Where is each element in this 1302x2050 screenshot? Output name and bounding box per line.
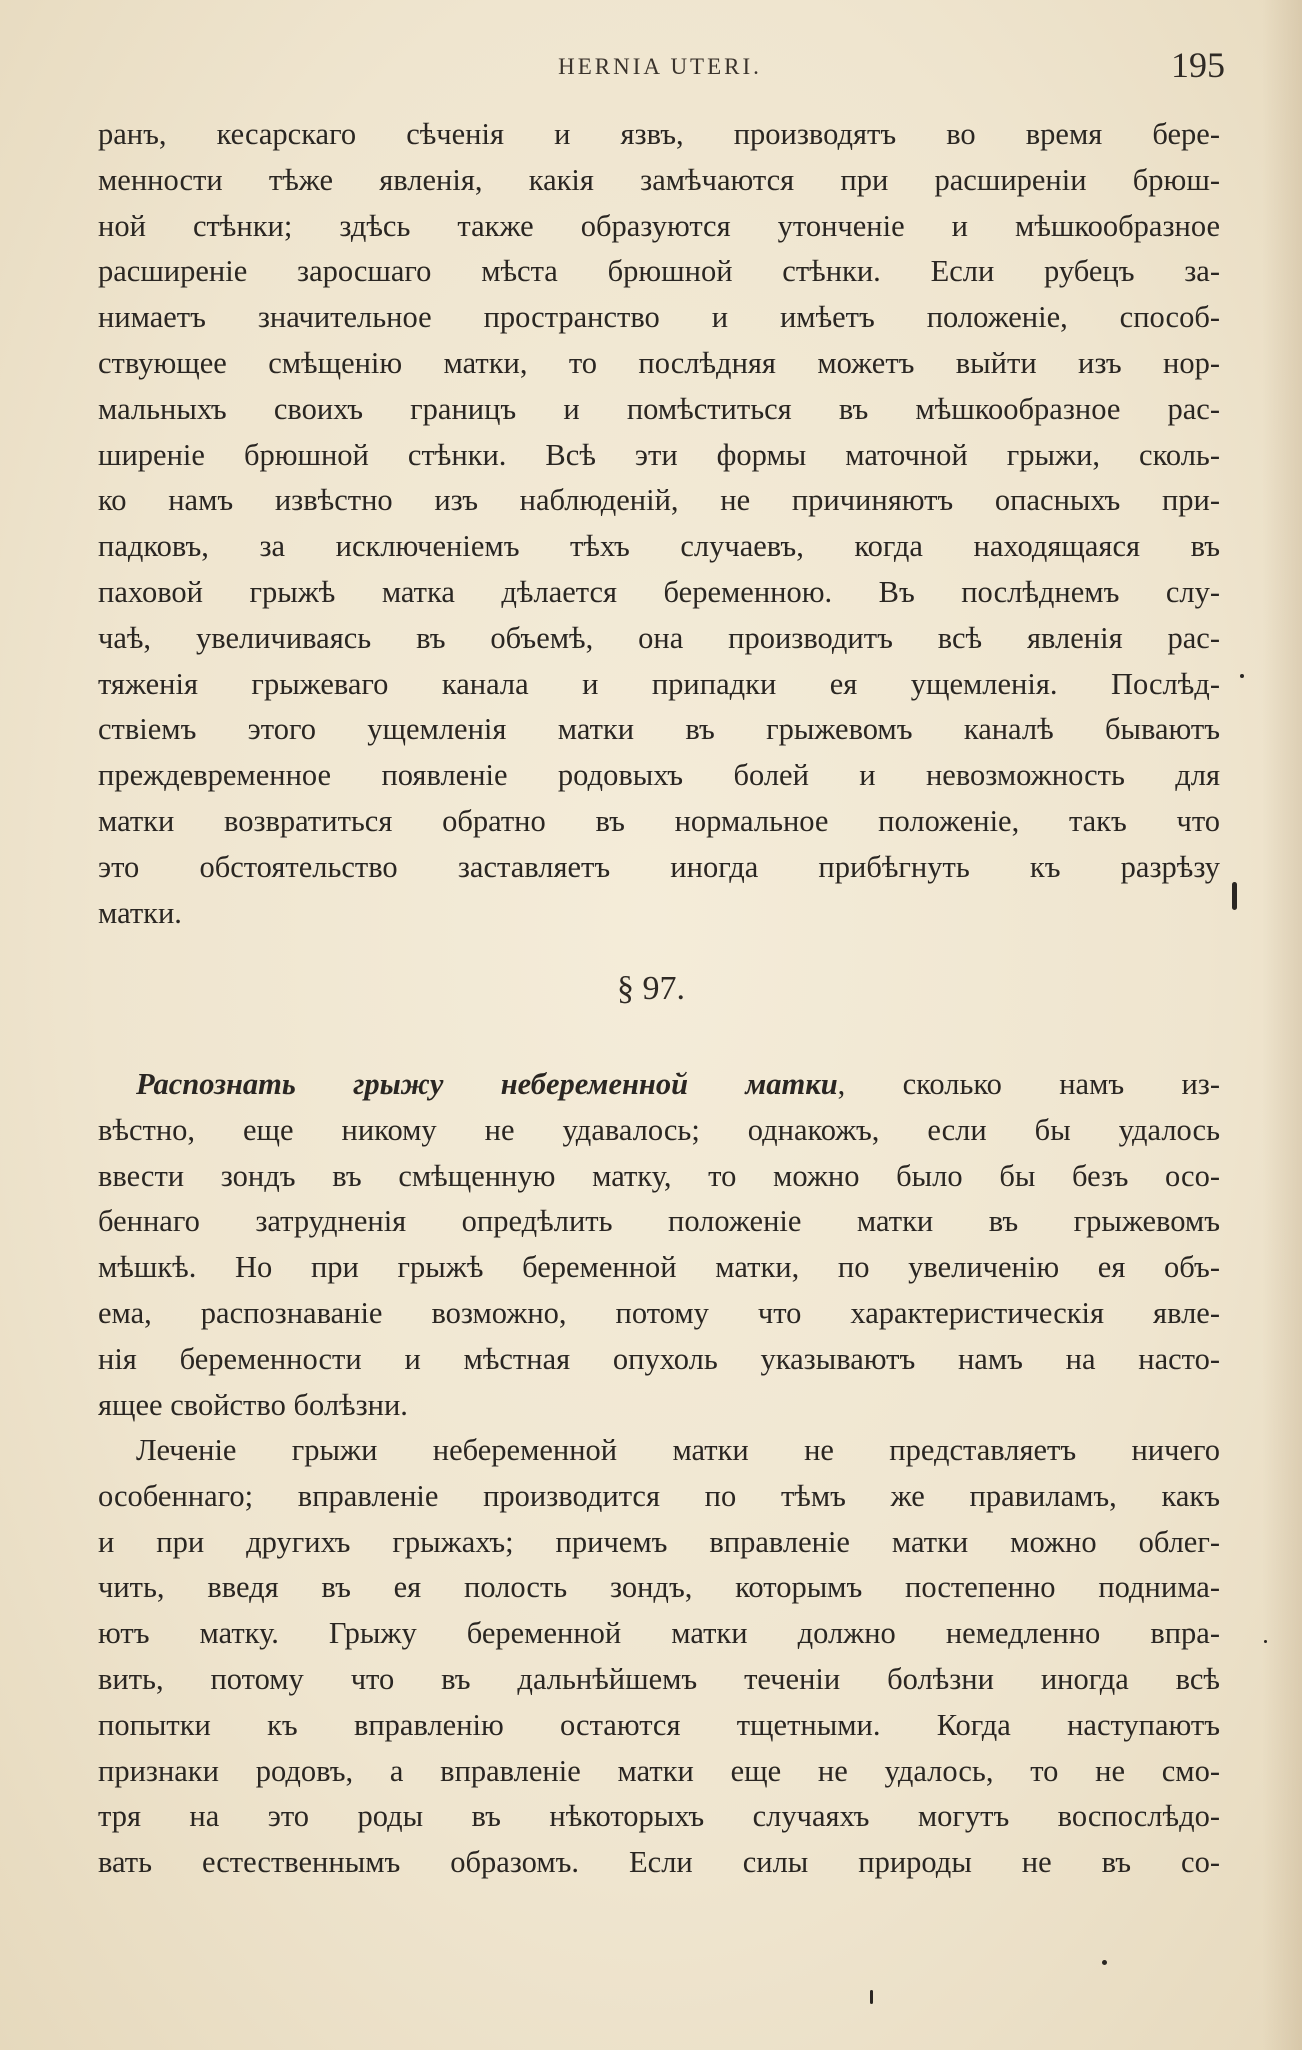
section-heading: § 97. [617,970,685,1007]
text-line [98,1062,1220,1108]
paragraph-diagnosis [98,1062,1220,1428]
text-line: расширеніе заросшаго мѣста брюшной стѣнки. Если рубецъ за- [98,254,1220,289]
text-line: вить, потому что въ дальнѣйшемъ теченіи болѣзни иногда всѣ [98,1661,1220,1696]
text-line: тря на это роды въ нѣкоторыхъ случаяхъ могутъ воспослѣдо- [98,1799,1220,1834]
text-line: попытки къ вправленію остаются тщетными. Когда наступаютъ [98,1707,1220,1742]
paragraph-continuation [98,112,1220,936]
ink-speck [870,1990,873,2004]
text-line: матки. [98,895,182,930]
text-line: ствующее смѣщенію матки, то послѣдняя можетъ выйти изъ нор- [98,345,1220,380]
text-line: чаѣ, увеличиваясь въ объемѣ, она производитъ всѣ явленія рас- [98,620,1220,655]
text-line: чить, введя въ ея полость зондъ, которымъ постепенно поднима- [98,1570,1220,1605]
page-header [95,44,1225,94]
text-line: мѣшкѣ. Но при грыжѣ беременной матки, по увеличенію ея объ- [98,1250,1220,1285]
running-head: HERNIA UTERI. [558,54,762,79]
text-line: Леченіе грыжи небеременной матки не представляетъ ничего [136,1433,1220,1467]
text-line: ствіемъ этого ущемленія матки въ грыжевомъ каналѣ бываютъ [98,712,1220,747]
page-number: 195 [1171,45,1225,85]
text-line: вать естественнымъ образомъ. Если силы природы не въ со- [98,1845,1220,1880]
text-line: беннаго затрудненія опредѣлить положеніе матки въ грыжевомъ [98,1204,1220,1239]
text-line: особеннаго; вправленіе производится по тѣмъ же правиламъ, какъ [98,1478,1220,1513]
text-line: ко намъ извѣстно изъ наблюденій, не причиняютъ опасныхъ при- [98,483,1220,518]
text-line: тяженія грыжеваго канала и припадки ея ущемленія. Послѣд- [98,666,1220,701]
text-line: ранъ, кесарскаго сѣченія и язвъ, производятъ во время бере- [98,117,1220,151]
paragraph-treatment [98,1428,1220,1886]
text-line: ввести зондъ въ смѣщенную матку, то можно было бы безъ осо- [98,1158,1220,1193]
text-line: ютъ матку. Грыжу беременной матки должно немедленно впра- [98,1616,1220,1651]
text-line: ящее свойство болѣзни. [98,1387,408,1422]
text-line: и при другихъ грыжахъ; причемъ вправленіе матки можно облег- [98,1524,1220,1559]
text-line: нимаетъ значительное пространство и имѣетъ положеніе, способ- [98,300,1220,335]
text-line: ной стѣнки; здѣсь также образуются утонченіе и мѣшкообразное [98,208,1220,243]
text-line: вѣстно, еще никому не удавалось; однакожъ, если бы удалось [98,1112,1220,1147]
text-line: нія беременности и мѣстная опухоль указываютъ намъ на насто- [98,1341,1220,1376]
text-line: паховой грыжѣ матка дѣлается беременною. Въ послѣднемъ слу- [98,574,1220,609]
ink-speck [1240,674,1244,678]
text-fragment: , сколько намъ из- [837,1067,1221,1101]
text-line: падковъ, за исключеніемъ тѣхъ случаевъ, когда находящаяся въ [98,529,1220,564]
text-line: это обстоятельство заставляетъ иногда прибѣгнуть къ разрѣзу [98,849,1220,884]
text-line: ширеніе брюшной стѣнки. Всѣ эти формы маточной грыжи, сколь- [98,437,1220,472]
text-line: преждевременное появленіе родовыхъ болей и невозможность для [98,758,1220,793]
text-line: признаки родовъ, а вправленіе матки еще не удалось, то не смо- [98,1753,1220,1788]
ink-speck [1232,882,1237,910]
text-line: матки возвратиться обратно въ нормальное положеніе, такъ что [98,803,1220,838]
text-line: ема, распознаваніе возможно, потому что характеристическія явле- [98,1295,1220,1330]
page-edge-shadow [1262,0,1302,2050]
ink-speck [1102,1960,1107,1965]
italic-term: Распознать грыжу небеременной матки [136,1067,838,1101]
text-line: менности тѣже явленія, какія замѣчаются при расширеніи брюш- [98,162,1220,197]
ink-speck [1264,1640,1267,1643]
text-line: мальныхъ своихъ границъ и помѣститься въ мѣшкообразное рас- [98,391,1220,426]
